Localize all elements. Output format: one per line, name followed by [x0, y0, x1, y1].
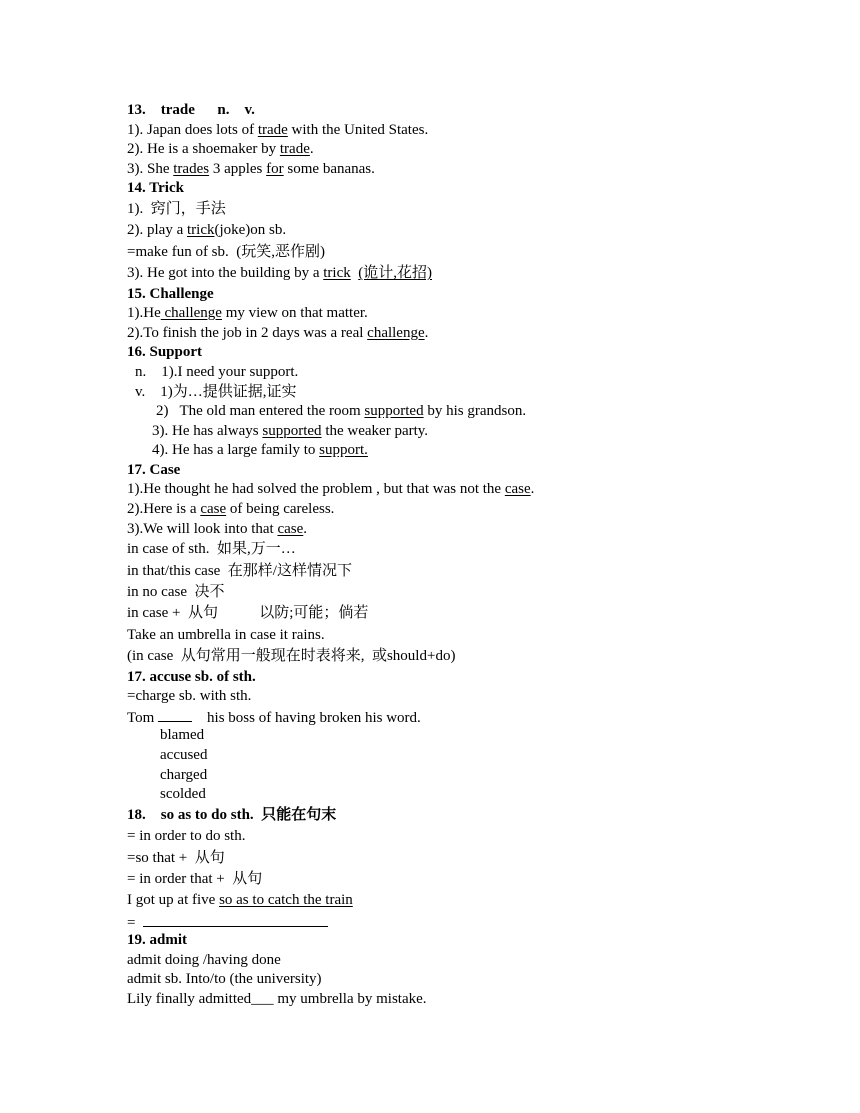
text: 3). He got into the building by a	[127, 265, 324, 282]
text: 1).He thought he had solved the problem , but that was not the	[127, 481, 505, 498]
s19-line-1: admit doing /having done	[127, 951, 281, 968]
s18-line-2: =so that + 从句	[127, 849, 225, 866]
s19-line-2: admit sb. Into/to (the university)	[127, 971, 322, 988]
underlined-word: supported	[262, 422, 322, 439]
s16-line-3	[127, 402, 827, 422]
s13-line-1	[127, 121, 827, 141]
s14-line-2	[127, 220, 827, 241]
section-18-heading	[127, 805, 827, 826]
s14-line-1: 1). 窍门，手法	[127, 200, 226, 217]
underlined-word: case	[200, 501, 227, 518]
answer-blank	[158, 707, 192, 722]
text: 3).We will look into that	[127, 520, 278, 537]
text: with the United States.	[287, 121, 429, 138]
text: 只能在句末	[261, 806, 337, 823]
text: 4). He has a large family to	[152, 442, 320, 459]
underlined-word: trades	[173, 160, 210, 177]
s17-line-7: in case + 从句 以防;可能；倘若	[127, 605, 369, 622]
s18-line-4	[127, 890, 827, 911]
s13-line-3	[127, 160, 827, 180]
option-item: blamed	[160, 727, 205, 744]
underlined-word: case	[277, 520, 304, 537]
s17-line-9: (in case 从句常用一般现在时表将来, 或should+do)	[127, 648, 456, 665]
underlined-word: trick	[186, 222, 215, 239]
section-17b-heading: 17. accuse sb. of sth.	[127, 668, 256, 685]
option-item: accused	[160, 746, 208, 763]
text: .	[530, 481, 535, 498]
text: 2). He is a shoemaker by	[127, 141, 280, 158]
s15-line-1	[127, 304, 827, 324]
text: I got up at five	[127, 892, 220, 909]
text: 1). Japan does lots of	[127, 121, 258, 138]
s16-line-5	[127, 441, 827, 461]
s17b-line-1: =charge sb. with sth.	[127, 688, 252, 705]
underlined-word: supported	[364, 403, 424, 420]
text: by his grandson.	[423, 403, 527, 420]
text: 3). He has always	[152, 422, 263, 439]
section-17-heading: 17. Case	[127, 461, 181, 478]
text: 3). She	[127, 160, 174, 177]
text: (joke)on sb.	[214, 222, 287, 239]
text: .	[303, 520, 308, 537]
text: 18. so as to do sth.	[127, 806, 262, 823]
text: some bananas.	[283, 160, 375, 177]
text: 2). play a	[127, 222, 187, 239]
text: =	[127, 914, 143, 931]
text: .	[424, 324, 429, 341]
underlined-word: (诡计,花招)	[358, 265, 432, 282]
s18-line-5	[127, 912, 827, 932]
s18-line-3: = in order that + 从句	[127, 870, 263, 887]
s13-line-2	[127, 140, 827, 160]
s14-line-3: =make fun of sb. (玩笑,恶作剧)	[127, 243, 326, 260]
text: .	[309, 141, 314, 158]
s17-line-3	[127, 520, 827, 540]
s17-line-5: in that/this case 在那样/这样情况下	[127, 562, 352, 579]
s17-line-8: Take an umbrella in case it rains.	[127, 626, 325, 643]
answer-blank	[143, 912, 328, 927]
s17-line-1	[127, 480, 827, 500]
underlined-word: trick	[323, 265, 351, 282]
option-item: scolded	[160, 786, 206, 803]
underlined-word: challenge	[367, 324, 425, 341]
s19-line-3: Lily finally admitted___ my umbrella by mistake.	[127, 991, 427, 1008]
s17-line-6: in no case 决不	[127, 584, 225, 601]
underlined-word: case	[504, 481, 531, 498]
section-13-heading: 13. trade n. v.	[127, 102, 255, 118]
document-page	[127, 101, 827, 1010]
s17-line-2	[127, 500, 827, 520]
underlined-phrase: so as to catch the train	[219, 892, 353, 909]
text: 2).Here is a	[127, 501, 201, 518]
underlined-word: support.	[319, 442, 368, 459]
underlined-word: challenge	[160, 305, 222, 322]
option-item: charged	[160, 766, 208, 783]
text: Tom	[127, 709, 159, 726]
s15-line-2	[127, 324, 827, 344]
text: 2).To finish the job in 2 days was a real	[127, 324, 368, 341]
section-16-heading: 16. Support	[127, 344, 203, 361]
s16-line-1: n. 1).I need your support.	[135, 363, 299, 380]
s17b-line-2	[127, 707, 827, 727]
s14-line-4	[127, 263, 827, 284]
text: 2) The old man entered the room	[156, 403, 365, 420]
text: his boss of having broken his word.	[192, 709, 421, 726]
text: the weaker party.	[321, 422, 429, 439]
text: 3 apples	[209, 160, 267, 177]
text: my view on that matter.	[221, 305, 368, 322]
section-19-heading: 19. admit	[127, 932, 187, 949]
s16-line-2: v. 1)为…提供证据,证实	[135, 383, 297, 400]
section-15-heading: 15. Challenge	[127, 285, 214, 302]
underlined-word: trade	[257, 121, 288, 138]
underlined-word: for	[266, 160, 284, 177]
underlined-word: trade	[279, 141, 310, 158]
s16-line-4	[127, 422, 827, 442]
section-14-heading: 14. Trick	[127, 180, 184, 197]
text: 1).He	[127, 305, 161, 322]
s18-line-1: = in order to do sth.	[127, 828, 246, 845]
s17-line-4: in case of sth. 如果,万一…	[127, 541, 296, 558]
text: of being careless.	[226, 501, 335, 518]
